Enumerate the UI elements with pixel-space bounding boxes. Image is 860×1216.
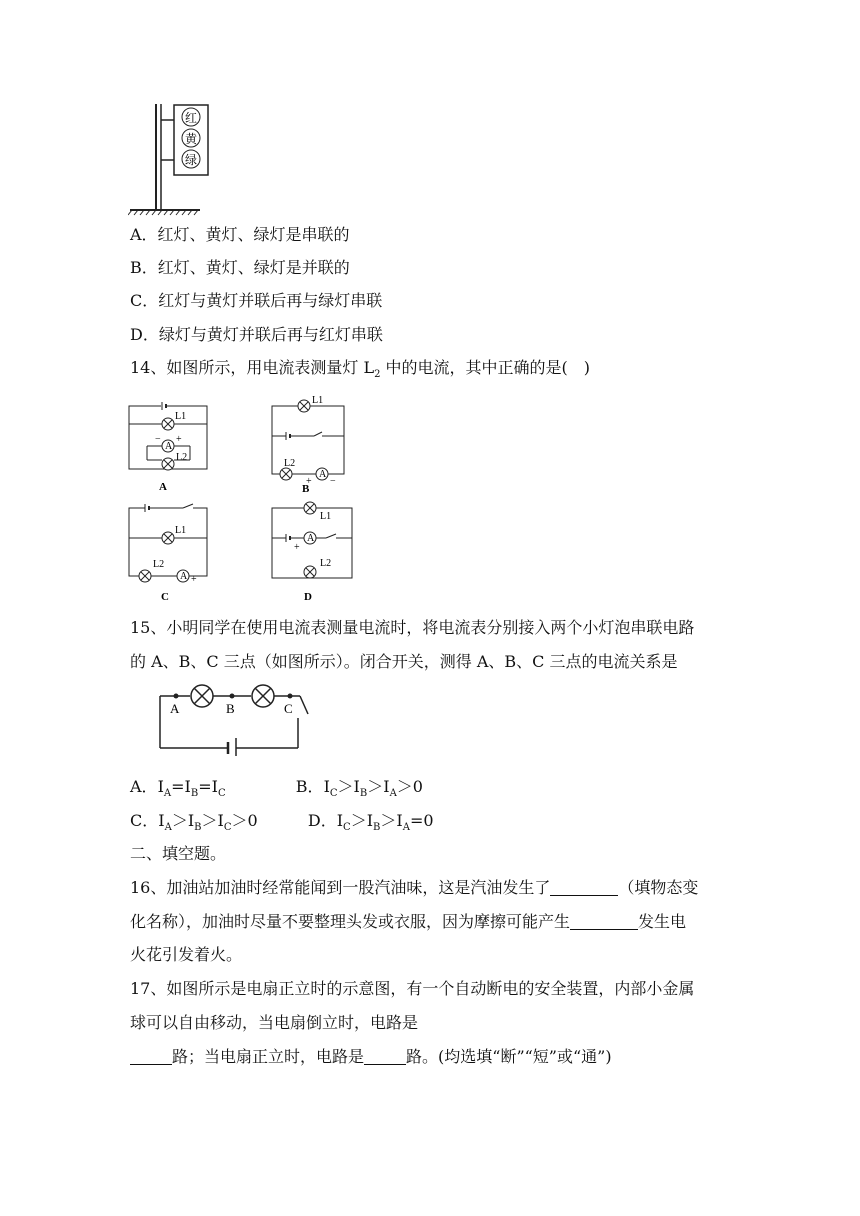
q14-circuit-a <box>125 398 215 496</box>
q16-blank-1[interactable] <box>550 879 618 896</box>
ammeter-label: A <box>165 441 173 452</box>
label-l1: L1 <box>312 395 324 406</box>
plus-sign: + <box>191 574 197 585</box>
q15-options-row1 <box>130 776 423 805</box>
plus-sign: + <box>306 476 312 487</box>
label-l2: L2 <box>176 452 188 463</box>
q14-stem: 14、如图所示，用电流表测量灯 $L_2$ 中的电流，其中正确的是( ) <box>130 358 591 381</box>
q14-circuit-b <box>268 392 358 496</box>
point-a-label: A <box>170 701 180 716</box>
q13-option-c: C．红灯与黄灯并联后再与绿灯串联 <box>130 291 383 310</box>
section-2-title: 二、填空题。 <box>130 844 227 863</box>
q15-option-d: D．$I_C>I_B>I_A=0$ <box>307 811 434 834</box>
q17-line3: 路；当电扇正立时，电路是 路。(均选填“断”“短”或“通”) <box>130 1046 612 1068</box>
plus-sign: + <box>176 434 182 445</box>
label-l2: L2 <box>153 559 165 570</box>
minus-sign: − <box>330 476 336 487</box>
plus-sign: + <box>294 542 300 553</box>
q13-option-b: B．红灯、黄灯、绿灯是并联的 <box>130 258 350 277</box>
q15-option-a: A．$I_A=I_B=I_C$ <box>130 777 226 800</box>
q15-option-c: C．$I_A>I_B>I_C>0$ <box>130 811 258 834</box>
q14-circuit-c <box>125 500 215 604</box>
label-l2: L2 <box>284 458 296 469</box>
q15-stem-line2: 的 A、B、C 三点（如图所示）。闭合开关，测得 A、B、C 三点的电流关系是 <box>130 652 678 671</box>
point-c-label: C <box>284 701 293 716</box>
ammeter-label: A <box>307 533 315 544</box>
caption-b: B <box>302 483 310 495</box>
label-l2: L2 <box>320 558 332 569</box>
light-label-yellow: 黄 <box>184 132 198 146</box>
q17-line1: 17、如图所示是电扇正立时的示意图，有一个自动断电的安全装置，内部小金属 <box>130 979 695 998</box>
q17-blank-1[interactable] <box>130 1048 172 1065</box>
q16-line2: 化名称），加油时尽量不要整理头发或衣服，因为摩擦可能产生 发生电 <box>130 912 687 931</box>
q16-line3: 火花引发着火。 <box>130 945 243 964</box>
q15-stem-line1: 15、小明同学在使用电流表测量电流时，将电流表分别接入两个小灯泡串联电路 <box>130 618 695 637</box>
label-l1: L1 <box>175 525 187 536</box>
light-label-green: 绿 <box>184 153 198 167</box>
q17-line2: 球可以自由移动，当电扇倒立时，电路是 <box>130 1013 419 1032</box>
label-l1: L1 <box>320 511 332 522</box>
caption-a: A <box>159 481 167 493</box>
q13-option-d: D．绿灯与黄灯并联后再与红灯串联 <box>130 325 383 344</box>
q17-blank-2[interactable] <box>364 1048 406 1065</box>
point-b-label: B <box>226 701 235 716</box>
q13-option-a: A．红灯、黄灯、绿灯是串联的 <box>130 225 350 244</box>
q15-series-circuit <box>150 680 320 756</box>
ammeter-label: A <box>180 571 188 582</box>
light-label-red: 红 <box>184 111 198 125</box>
label-l1: L1 <box>175 411 187 422</box>
q15-options-row2 <box>130 810 434 839</box>
minus-sign: − <box>155 434 161 445</box>
caption-c: C <box>161 591 169 603</box>
caption-d: D <box>304 591 312 603</box>
traffic-light-figure <box>128 100 218 216</box>
q16-blank-2[interactable] <box>570 913 638 930</box>
q16-line1: 16、加油站加油时经常能闻到一股汽油味，这是汽油发生了 （填物态变 <box>130 878 699 897</box>
q14-circuit-d <box>268 500 358 604</box>
q15-option-b: B．$I_C>I_B>I_A>0$ <box>295 777 423 800</box>
ammeter-label: A <box>319 469 327 480</box>
